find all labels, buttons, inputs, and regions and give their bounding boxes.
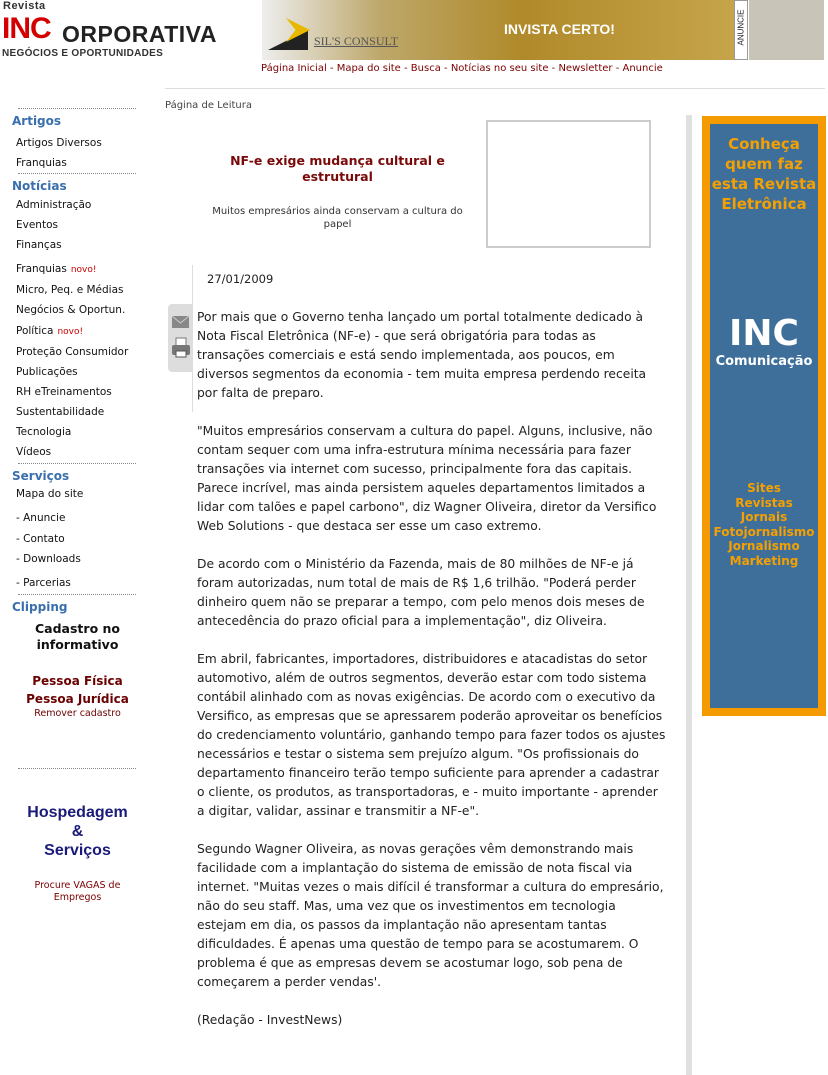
gray-ad-slot bbox=[749, 0, 824, 60]
ad-service: Revistas bbox=[735, 495, 793, 510]
sidebar-item-sustentabilidade[interactable]: Sustentabilidade bbox=[16, 406, 105, 418]
divider bbox=[18, 768, 136, 769]
ad-service: Marketing bbox=[729, 553, 799, 568]
article-tools bbox=[168, 304, 192, 372]
nav-sep: - bbox=[612, 63, 623, 74]
banner-ad[interactable] bbox=[262, 0, 746, 60]
ad-services bbox=[710, 481, 818, 568]
cadastro-title: Cadastro no informativo bbox=[35, 621, 120, 652]
banner-cta: INVISTA CERTO! bbox=[504, 21, 615, 37]
article-date: 27/01/2009 bbox=[207, 272, 274, 286]
sidebar-item-franquias-artigos[interactable]: Franquias bbox=[16, 157, 67, 169]
nav-mapa[interactable]: Mapa do site bbox=[336, 63, 401, 74]
tools-svg bbox=[168, 304, 192, 372]
nav-sep: - bbox=[326, 63, 337, 74]
paragraph: Por mais que o Governo tenha lançado um portal totalmente dedicado à Nota Fiscal Eletrônica (NF-e) - que será obrigatória para todas as transações comerciais e está sendo implementada, aos poucos, em diversos segmentos da economia - tem muita empresa perdendo receita por falta de preparo. bbox=[197, 310, 647, 400]
ad-service: Jornais bbox=[740, 510, 788, 524]
nav-sep: - bbox=[548, 63, 559, 74]
divider bbox=[18, 594, 136, 595]
mail-icon[interactable] bbox=[172, 316, 189, 328]
sidebar-item-anuncie[interactable]: - Anuncie bbox=[16, 512, 66, 524]
nav-sep: - bbox=[400, 63, 411, 74]
sidebar-heading-artigos[interactable]: Artigos bbox=[12, 114, 62, 128]
nav-newsletter[interactable]: Newsletter bbox=[558, 63, 613, 74]
paragraph: Em abril, fabricantes, importadores, distribuidores e atacadistas do setor automotivo, além de outros segmentos, deverão estar com todo sistema contábil alinhado com as novas exigências. De acordo com o executivo da Versifico, as empresas que se apressarem poderão aproveitar os benefícios do credenciamento voluntário, ganhando tempo para fazer todos os ajustes necessários e testar o sistema sem prejuízo algum. "Os profissionais do departamento financeiro terão tempo suficiente para aprender a cadastrar o cliente, os produtos, as transportadoras, e - muito importante - aprender a digitar, validar, assinar e transmitir a NF-e". bbox=[197, 652, 666, 818]
sidebar-item-negocios[interactable]: Negócios & Oportun. bbox=[16, 304, 126, 316]
sidebar-heading-servicos[interactable]: Serviços bbox=[12, 469, 70, 483]
label: Franquias bbox=[16, 263, 67, 275]
ad-service: Jornalismo bbox=[728, 539, 800, 553]
inc-comunicacao-ad[interactable] bbox=[702, 116, 826, 716]
logo-inc: INC bbox=[2, 12, 51, 45]
pessoa-juridica-link[interactable]: Pessoa Jurídica bbox=[26, 692, 129, 706]
divider bbox=[18, 108, 136, 109]
ad-service: Sites bbox=[747, 481, 781, 495]
sidebar-item-videos[interactable]: Vídeos bbox=[16, 446, 52, 458]
ad-tagline: Conheça quem faz esta Revista Eletrônica bbox=[711, 135, 817, 213]
sidebar-heading-clipping[interactable]: Clipping bbox=[12, 600, 68, 614]
hosp-line: Hospedagem bbox=[27, 804, 128, 821]
sidebar-item-parcerias[interactable]: - Parcerias bbox=[16, 577, 71, 589]
nav-busca[interactable]: Busca bbox=[410, 63, 441, 74]
top-nav bbox=[261, 63, 663, 74]
breadcrumb: Página de Leitura bbox=[165, 100, 252, 111]
sidebar-item-protecao[interactable]: Proteção Consumidor bbox=[16, 346, 129, 358]
article-image bbox=[486, 120, 651, 248]
sidebar-item-contato[interactable]: - Contato bbox=[16, 533, 65, 545]
header-divider bbox=[165, 88, 825, 89]
sidebar-heading-noticias[interactable]: Notícias bbox=[12, 179, 67, 193]
paragraph: De acordo com o Ministério da Fazenda, mais de 80 milhões de NF-e já foram autorizadas, num total de mais de R$ 1,6 trilhão. "Poderá perder dinheiro quem não se preparar a tempo, com pelo menos dois meses de antecedência do prazo oficial para a implementação", diz Oliveira. bbox=[197, 557, 645, 628]
hosp-line: Serviços bbox=[44, 842, 111, 859]
article-body bbox=[197, 308, 667, 1049]
sidebar-item-franquias[interactable] bbox=[16, 263, 96, 275]
paragraph: Segundo Wagner Oliveira, as novas gerações vêm demonstrando mais facilidade com a implantação do sistema de emissão de nota fiscal via internet. "Muitas vezes o mais difícil é transformar a cultura do empresário, não do seu staff. Mas, uma vez que os investimentos em tecnologia estejam em dia, os passos da implantação não apresentam tantas dificuldades. É apenas uma questão de tempo para se acostumarem. O problema é que as empresas devem se acostumar logo, sob pena de começarem a perder vendas'. bbox=[197, 842, 664, 989]
article-source: (Redação - InvestNews) bbox=[197, 1013, 343, 1027]
ad-brand-sub: Comunicação bbox=[715, 354, 813, 369]
new-badge: novo! bbox=[57, 327, 84, 337]
sidebar-item-eventos[interactable]: Eventos bbox=[16, 219, 58, 231]
sidebar-item-downloads[interactable]: - Downloads bbox=[16, 553, 81, 565]
logo-revista: Revista bbox=[3, 0, 46, 12]
print-icon[interactable] bbox=[172, 338, 190, 357]
label: Política bbox=[16, 325, 54, 337]
banner-anuncie-tag[interactable] bbox=[734, 0, 748, 60]
hospedagem-banner[interactable] bbox=[0, 803, 155, 860]
sidebar-item-rh[interactable]: RH eTreinamentos bbox=[16, 386, 112, 398]
pessoa-fisica-link[interactable]: Pessoa Física bbox=[32, 674, 123, 688]
article-title: NF-e exige mudança cultural e estrutural bbox=[230, 153, 445, 184]
divider bbox=[18, 463, 136, 464]
divider bbox=[18, 173, 136, 174]
sidebar-item-financas[interactable]: Finanças bbox=[16, 239, 62, 251]
remover-cadastro-link[interactable]: Remover cadastro bbox=[34, 708, 121, 719]
ad-brand: INC bbox=[729, 313, 799, 354]
sidebar-item-micro[interactable]: Micro, Peq. e Médias bbox=[16, 284, 124, 296]
nav-sep: - bbox=[440, 63, 451, 74]
vagas-link[interactable]: Procure VAGAS de Empregos bbox=[34, 880, 121, 903]
column-separator bbox=[686, 115, 692, 1075]
paragraph: "Muitos empresários conservam a cultura do papel. Alguns, inclusive, não contam sequer com uma infra-estrutura mínima necessária para fazer transações via internet com sucesso, principalmente fora das capitais. Parece incrível, mas ainda persistem aqueles departamentos limitados a lidar com talões e papel carbono", diz Wagner Oliveira, diretor da Versifico Web Solutions - que destaca ser esse um caso extremo. bbox=[197, 424, 657, 533]
sidebar-item-tecnologia[interactable]: Tecnologia bbox=[16, 426, 72, 438]
anuncie-label: ANUNCIE bbox=[736, 9, 746, 46]
divider bbox=[192, 265, 193, 412]
article-subtitle: Muitos empresários ainda conservam a cultura do papel bbox=[212, 206, 463, 230]
sidebar-item-politica[interactable] bbox=[16, 325, 83, 337]
banner-brand: SIL'S CONSULT bbox=[314, 34, 399, 48]
sidebar-item-administracao[interactable]: Administração bbox=[16, 199, 92, 211]
ad-service: Fotojornalismo bbox=[713, 524, 815, 539]
logo-orporativa: ORPORATIVA bbox=[62, 21, 217, 47]
nav-pagina-inicial[interactable]: Página Inicial bbox=[261, 63, 327, 74]
nav-noticias-site[interactable]: Notícias no seu site bbox=[450, 63, 549, 74]
nav-anuncie[interactable]: Anuncie bbox=[622, 63, 663, 74]
logo-tagline: NEGÓCIOS E OPORTUNIDADES bbox=[2, 48, 164, 59]
sidebar-item-publicacoes[interactable]: Publicações bbox=[16, 366, 78, 378]
new-badge: novo! bbox=[70, 265, 97, 275]
sidebar-item-mapa[interactable]: Mapa do site bbox=[16, 488, 84, 500]
sidebar-item-artigos-diversos[interactable]: Artigos Diversos bbox=[16, 137, 102, 149]
hosp-line: & bbox=[71, 823, 84, 840]
